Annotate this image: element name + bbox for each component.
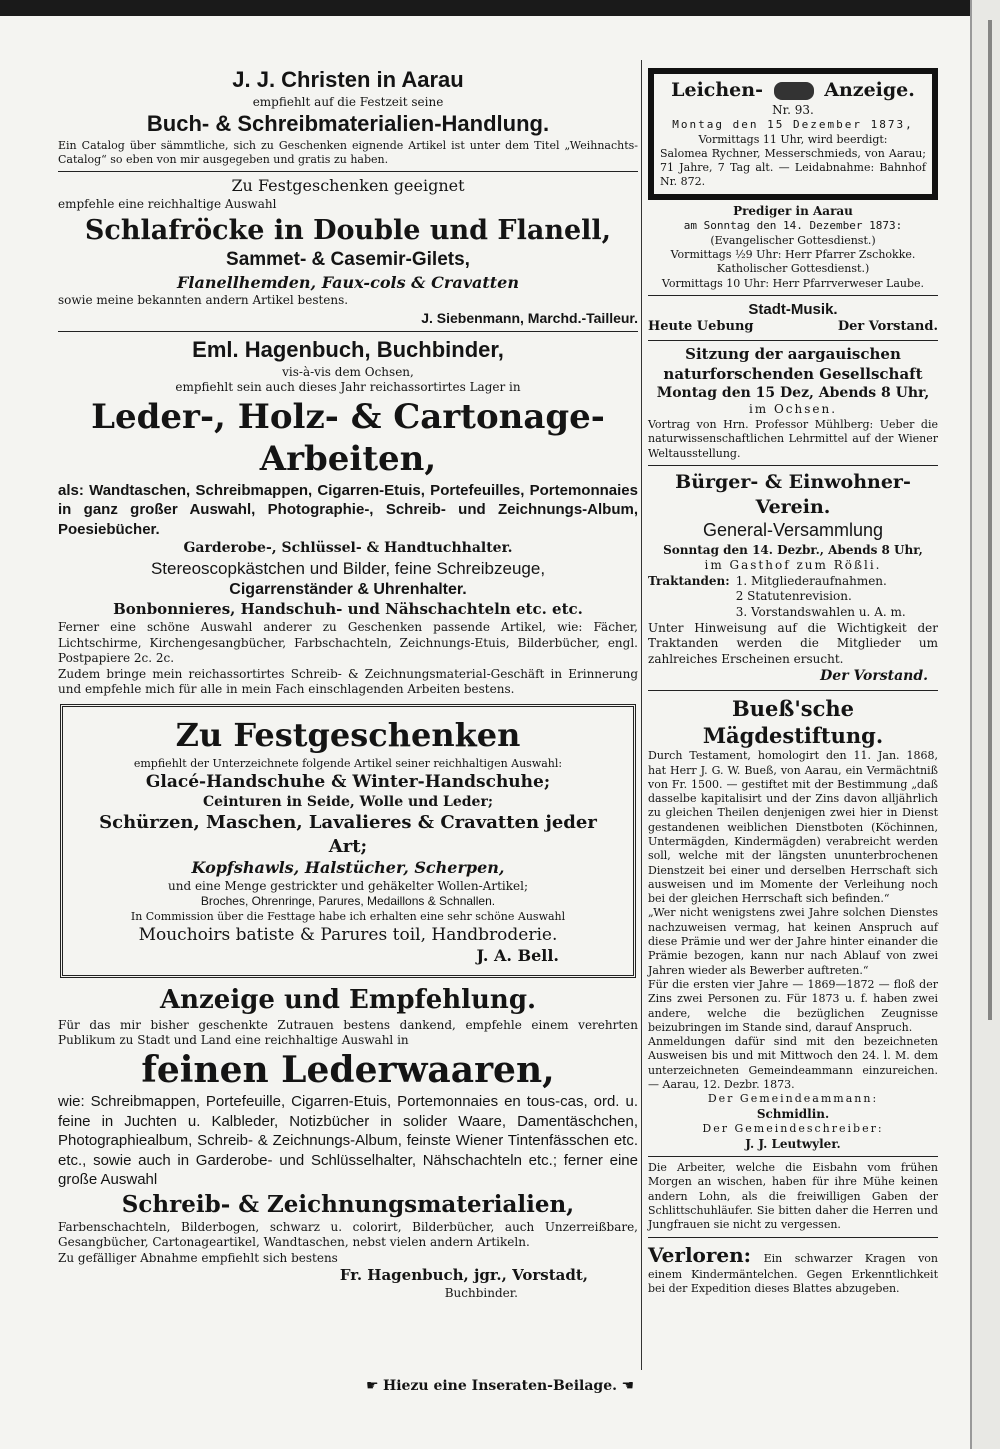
ad-title: Verloren:: [648, 1242, 752, 1267]
ad-title: Stadt-Musik.: [748, 300, 838, 318]
ad-line: empfiehlt auf die Festzeit seine: [252, 94, 444, 109]
title-part: Leichen-: [671, 79, 763, 101]
ad-line: Vormittags ½9 Uhr: Herr Pfarrer Zschokke.: [670, 247, 916, 261]
ad-verein: [648, 470, 938, 686]
ad-text: Durch Testament, homologirt den 11. Jan. 1868, hat Herr J. G. W. Bueß, von Aarau, ein Vermächtniß von Fr. 1500. — gestiftet mit der Bestimmung „daß dasselbe kapitalisirt und der Zins davon alljährlich zu gleichen Theilen denjenigen zwei hier in Dienst gestandenen weiblichen Dienstboten (Köchinnen, Untermägden, Kindermägden) verabreicht werden soll, welche mit der längsten ununterbrochenen Dienstzeit bei einer und derselben Herrschaft sich ausweisen und im Momente der Verleihung noch bei der gleichen Herrschaft sich befinden.“: [648, 749, 938, 906]
ad-signature: Buchbinder.: [444, 1285, 518, 1300]
title-part: Anzeige.: [824, 79, 915, 101]
ad-heading: Buch- & Schreibmaterialien-Handlung.: [146, 111, 550, 137]
divider: [58, 171, 638, 172]
ad-text: Für das mir bisher geschenkte Zutrauen bestens dankend, empfehle einem verehrten Publikum zu Stadt und Land eine reichhaltige Auswahl in: [58, 1017, 638, 1048]
ad-line: sowie meine bekannten andern Artikel bestens.: [58, 293, 349, 308]
ad-signature: J. A. Bell.: [476, 946, 559, 966]
ad-text: Ein schwarzer Kragen von einem Kindermäntelchen. Gegen Erkenntlichkeit bei der Expedition dieses Blattes abzugeben.: [648, 1251, 939, 1295]
ad-title: Bueß'sche Mägdestiftung.: [702, 695, 884, 748]
ad-title: Prediger in Aarau: [733, 203, 853, 218]
divider: [648, 340, 938, 341]
ad-line: Glacé-Handschuhe & Winter-Handschuhe;: [145, 771, 551, 792]
ad-line: Schürzen, Maschen, Lavalieres & Cravatten jeder Art;: [99, 812, 597, 857]
agenda-label: Traktanden:: [648, 573, 730, 588]
ad-leichen-anzeige: [648, 68, 938, 200]
divider: [648, 1156, 938, 1157]
ad-stadtmusik: [648, 300, 938, 336]
ad-title: Eml. Hagenbuch, Buchbinder,: [192, 337, 504, 363]
ad-line: Ceinturen in Seide, Wolle und Leder;: [202, 793, 494, 810]
ad-bell: [60, 704, 636, 978]
agenda-items: [736, 574, 906, 621]
ad-line: Katholischer Gottesdienst.): [716, 262, 870, 276]
ad-line: empfiehlt sein auch dieses Jahr reichassortirtes Lager in: [175, 380, 521, 395]
ad-text: Die Arbeiter, welche die Eisbahn vom frühen Morgen an wischen, haben für ihre Mühe keinen andern Lohn, als die freiwilligen Gaben der Schlittschuhläufer. Sie bitten daher die Herren und Jungfrauen sie nicht zu vergessen.: [648, 1161, 938, 1232]
list-item: 3. Vorstandswahlen u. A. m.: [735, 605, 906, 620]
ad-text: Zudem bringe mein reichassortirtes Schreib- & Zeichnungsmaterial-Geschäft in Erinnerung und empfehle mich für alle in mein Fach einschlagenden Arbeiten bestens.: [58, 666, 638, 697]
agenda: [648, 574, 938, 621]
ad-signature: Der Vorstand.: [837, 319, 938, 335]
ad-prediger: [648, 204, 938, 291]
divider: [648, 1237, 938, 1238]
ad-line: und eine Menge gestrickter und gehäkelter Wollen-Artikel;: [168, 878, 528, 893]
ad-line: empfehle eine reichhaltige Auswahl: [58, 197, 277, 212]
ad-eisbahn: [648, 1161, 938, 1232]
ad-signature: J. Siebenmann, Marchd.-Tailleur.: [421, 309, 638, 326]
ad-title: J. J. Christen in Aarau: [232, 67, 464, 92]
ad-line: Garderobe-, Schlüssel- & Handtuchhalter.: [183, 540, 513, 557]
ad-hagenbuch: [58, 336, 638, 698]
ad-text: Heute Uebung: [648, 319, 754, 335]
ad-line: Flanellhemden, Faux-cols & Cravatten: [177, 272, 519, 292]
ad-fr-hagenbuch: [58, 984, 638, 1301]
ad-text: Vortrag von Hrn. Professor Mühlberg: Ueber die naturwissenschaftlichen Lehrmittel auf der Wiener Weltausstellung.: [648, 418, 938, 460]
ad-big-heading: Schreib- & Zeichnungsmaterialien,: [121, 1190, 575, 1218]
ad-line: Vormittags 10 Uhr: Herr Pfarrverweser Laube.: [661, 276, 925, 290]
ad-text: Salomea Rychner, Messerschmieds, von Aarau; 71 Jahre, 7 Tag alt. — Leidabnahme: Bahnhof Nr. 872.: [660, 146, 926, 189]
ornament-icon: [774, 82, 814, 100]
ad-line: empfiehlt der Unterzeichnete folgende Artikel seiner reichhaltigen Auswahl:: [133, 756, 563, 770]
ad-line: [648, 319, 938, 336]
footer-note: [0, 1378, 1000, 1394]
ad-line: am Sonntag den 14. Dezember 1873:: [683, 219, 903, 233]
ad-big-heading: Schlafröcke in Double und Flanell,: [84, 214, 612, 246]
list-item: 1. Mitgliederaufnahmen.: [735, 573, 887, 588]
ad-text: Ein Catalog über sämmtliche, sich zu Geschenken eignende Artikel ist unter dem Titel „Weihnachts-Catalog“ so eben von mir ausgegeben und gratis zu haben.: [58, 138, 638, 167]
ad-signature: Der Gemeindeammann:: [707, 1092, 879, 1106]
list-item: 2 Statutenrevision.: [735, 589, 852, 604]
ad-text: Farbenschachteln, Bilderbogen, schwarz u. colorirt, Bilderbücher, auch Unzerreißbare, Gesangbücher, Cartonageartikel, Wandtaschen, nebst vielen andern Artikeln.: [58, 1219, 638, 1250]
ad-christen: [58, 66, 638, 167]
ad-big-heading: feinen Lederwaaren,: [141, 1049, 555, 1092]
scan-border-top: [0, 0, 1000, 16]
ad-text: Für die ersten vier Jahre — 1869—1872 — floß der Zins zwei Personen zu. Für 1873 u. f. haben zwei andere, welche die bezüglichen Zeugnisse beizubringen im Stande sind, darauf Anspruch.: [648, 977, 938, 1034]
divider: [58, 331, 638, 332]
ad-line: Sonntag den 14. Dezbr., Abends 8 Uhr,: [663, 542, 923, 557]
divider: [648, 465, 938, 466]
ad-line: im Gasthof zum Rößli.: [704, 558, 882, 573]
scan-border-right: [970, 0, 1000, 1449]
ad-gesellschaft: [648, 345, 938, 461]
left-column: [58, 66, 638, 1302]
ad-line: Vormittags 11 Uhr, wird beerdigt:: [698, 132, 888, 146]
ad-siebenmann: [58, 176, 638, 327]
pointing-hand-icon: ☛: [365, 1378, 379, 1394]
ad-line: im Ochsen.: [748, 402, 838, 417]
ad-line: Montag den 15 Dezember 1873,: [672, 118, 914, 132]
ad-text: wie: Schreibmappen, Portefeuille, Cigarren-Etuis, Portemonnaies en tous-cas, ord. u. feine in Juchten u. Kalbleder, Notizbücher in solider Waare, Damentäschchen, Photographiealbum, Schreib- & Zeichnungs-Album, feinste Wiener Tintenfässchen etc. etc., sowie auch in Garderobe- und Schlüsselhalter, Nähschachteln etc.; ferner eine große Auswahl: [58, 1093, 638, 1189]
ad-signature: Fr. Hagenbuch, jgr., Vorstadt,: [339, 1266, 588, 1285]
ad-signature: Schmidlin.: [756, 1106, 830, 1121]
ad-line: Stereoscopkästchen und Bilder, feine Schreibzeuge,: [150, 558, 546, 578]
ad-title: [660, 78, 926, 103]
ad-big-heading: Zu Festgeschenken: [175, 715, 521, 754]
footer-text: Hiezu eine Inseraten-Beilage.: [383, 1378, 617, 1394]
divider: [648, 690, 938, 691]
ad-line: Nr. 93.: [772, 102, 814, 117]
pointing-hand-icon: ☚: [621, 1378, 635, 1394]
ad-signature: Der Vorstand.: [820, 668, 928, 685]
right-column: [648, 68, 938, 1296]
ad-text: als: Wandtaschen, Schreibmappen, Cigarren-Etuis, Portefeuilles, Portemonnaies in ganz großer Auswahl, Photographie-, Schreib- und Zeichnungs-Album, Poesiebücher.: [58, 481, 638, 538]
ad-line: Zu Festgeschenken geeignet: [231, 176, 465, 196]
ad-text: Unter Hinweisung auf die Wichtigkeit der Traktanden werden die Mitglieder um zahlreiches Erscheinen ersucht.: [648, 620, 938, 666]
ad-text: „Wer nicht wenigstens zwei Jahre solchen Dienstes nachzuweisen vermag, hat keinen Anspruch auf diese Prämie und wer der Jahre hinter einander die Prämie bezogen, kann nur nach Ablauf von zwei Jahren wieder als Bewerber auftreten.“: [648, 906, 938, 977]
ad-signature: Der Gemeindeschreiber:: [702, 1122, 884, 1136]
ad-text: Anmeldungen dafür sind mit den bezeichneten Ausweisen bis und mit Mittwoch den 24. l. M. dem unterzeichneten Gemeindeammann einzureichen. — Aarau, 12. Dezbr. 1873.: [648, 1035, 938, 1092]
ad-text: Ferner eine schöne Auswahl anderer zu Geschenken passende Artikel, wie: Fächer, Lichtschirme, Kirchengesangbücher, Farbschachteln, Zeichnungs-Etuis, Bilderbücher, engl. Postpapiere 2c. 2c.: [58, 619, 638, 666]
ad-line: (Evangelischer Gottesdienst.): [710, 233, 876, 247]
ad-text: [648, 1242, 938, 1297]
divider: [648, 295, 938, 296]
ad-title: Bürger- & Einwohner-Verein.: [675, 470, 911, 518]
ad-verloren: [648, 1242, 938, 1297]
ad-signature: J. J. Leutwyler.: [745, 1136, 841, 1151]
ad-buess: [648, 695, 938, 1153]
ad-line: Bonbonnieres, Handschuh- und Nähschachteln etc. etc.: [113, 600, 583, 619]
ad-line: Cigarrenständer & Uhrenhalter.: [229, 580, 467, 598]
ad-line: In Commission über die Festtage habe ich erhalten eine sehr schöne Auswahl: [130, 909, 566, 923]
ad-line: Broches, Ohrenringe, Parures, Medaillons & Schnallen.: [200, 894, 496, 909]
column-divider: [641, 60, 642, 1370]
ad-line: Zu gefälliger Abnahme empfiehlt sich bestens: [58, 1250, 338, 1265]
ad-line: Montag den 15 Dez, Abends 8 Uhr,: [656, 385, 930, 402]
ad-line: Mouchoirs batiste & Parures toil, Handbroderie.: [138, 925, 558, 946]
ad-line: Kopfshawls, Halstücher, Scherpen,: [191, 857, 505, 877]
ad-line: vis-à-vis dem Ochsen,: [282, 364, 414, 379]
ad-line: Sammet- & Casemir-Gilets,: [226, 248, 470, 270]
ad-title: Anzeige und Empfehlung.: [159, 985, 537, 1016]
ad-title: Sitzung der aargauischen naturforschenden Gesellschaft: [663, 345, 923, 383]
ad-big-heading: Leder-, Holz- & Cartonage-Arbeiten,: [91, 396, 605, 480]
ad-line: General-Versammlung: [702, 520, 884, 541]
